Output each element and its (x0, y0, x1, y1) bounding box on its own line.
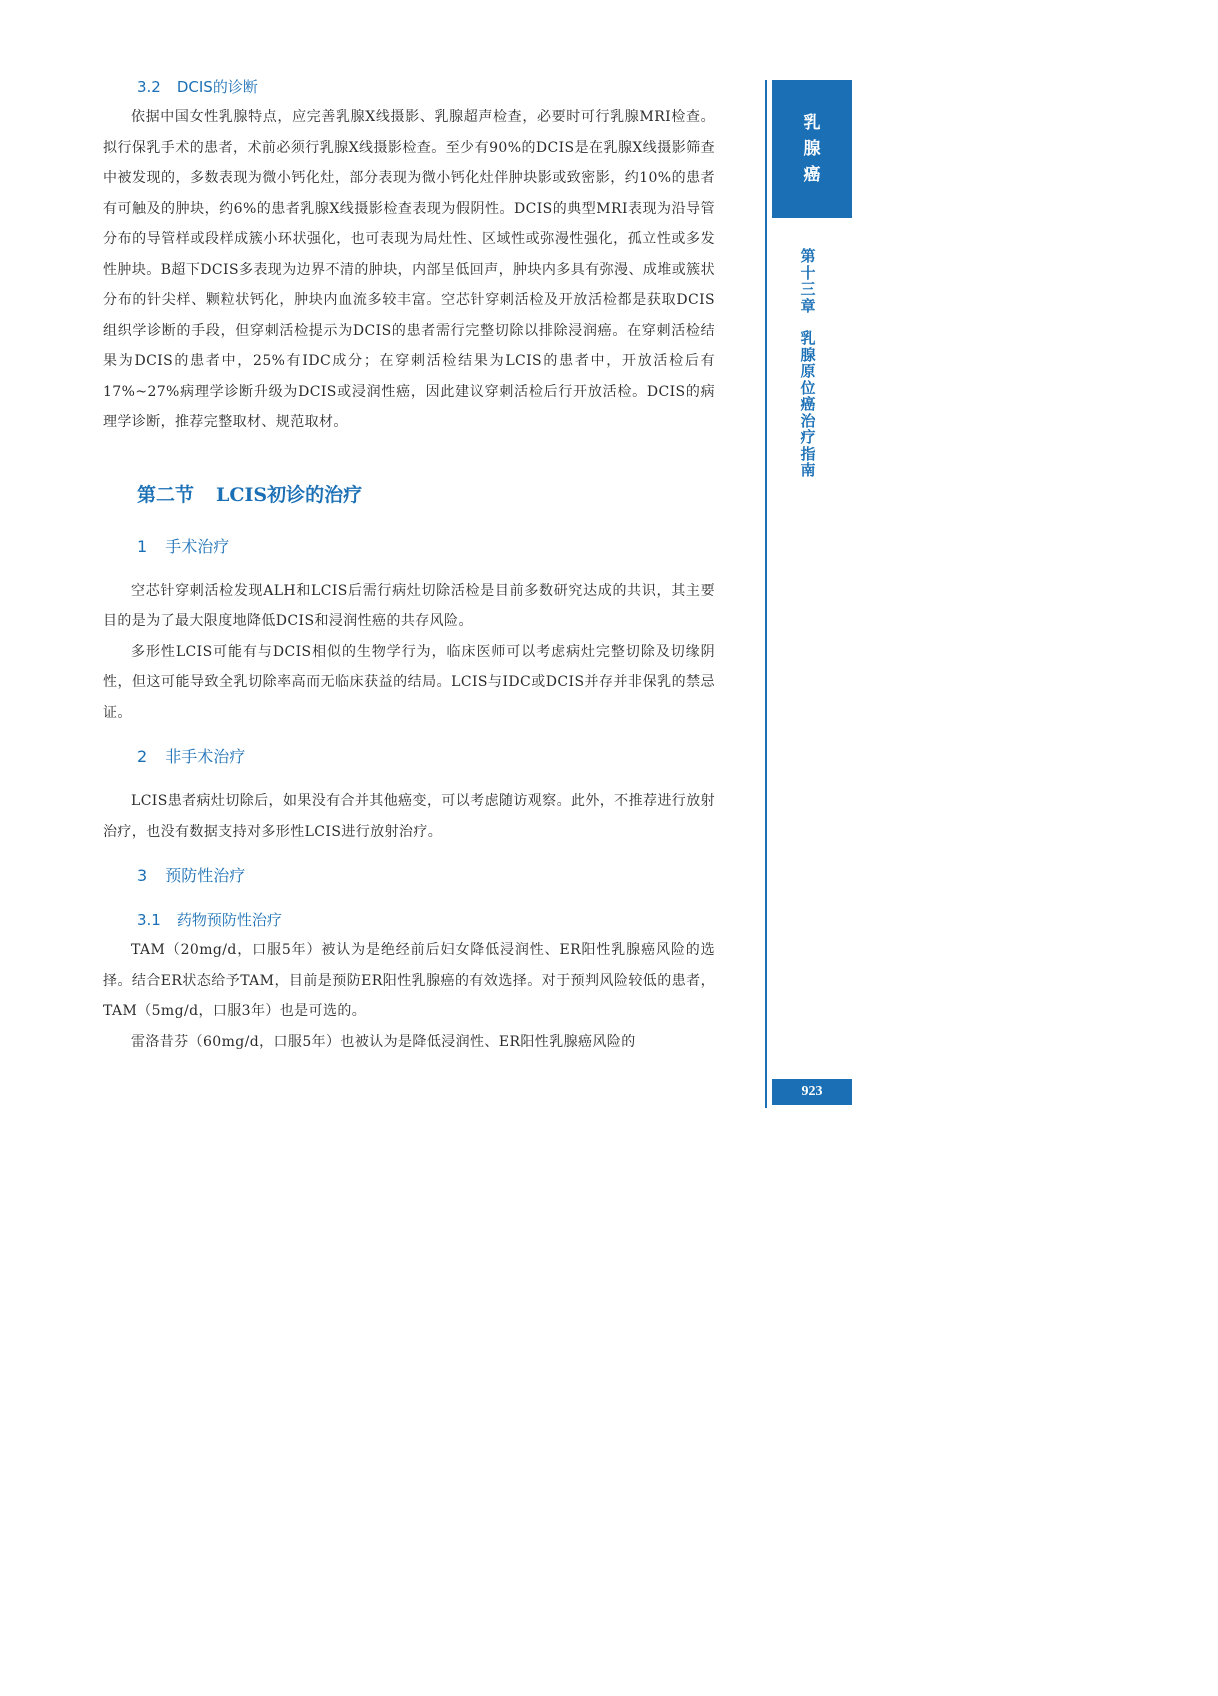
chapter-title-char: 原 (800, 362, 816, 380)
sidebar-divider (765, 80, 767, 1108)
section-title: DCIS的诊断 (176, 78, 258, 96)
section-number: 3.2 (137, 78, 161, 96)
chapter-tab (772, 80, 852, 218)
paragraph-drug-prevention-2: 雷洛昔芬（60mg/d，口服5年）也被认为是降低浸润性、ER阳性乳腺癌风险的 (131, 1033, 636, 1050)
subsection-heading-2 (103, 742, 715, 772)
chapter-title-char: 治 (800, 411, 816, 430)
chapter-title-char: 腺 (800, 345, 816, 364)
tab-char: 乳 (803, 113, 821, 133)
subsection-heading-3 (103, 861, 715, 891)
section-number: 3.1 (137, 911, 161, 929)
section-number: 1 (137, 536, 148, 556)
chapter-title-char: 癌 (800, 395, 816, 413)
chapter-title-char: 疗 (800, 428, 816, 446)
section-number: 3 (137, 866, 148, 885)
paragraph-dcis-diagnosis: 依据中国女性乳腺特点，应完善乳腺X线摄影、乳腺超声检查，必要时可行乳腺MRI检查。拟行保乳手术的患者，术前必须行乳腺X线摄影检查。至少有90%的DCIS是在乳腺X线摄影筛查中被发现的，多数表现为微小钙化灶，部分表现为微小钙化灶伴肿块影或致密影，约10%的患者有可触及的肿块，约6%的患者乳腺X线摄影检查表现为假阴性。DCIS的典型MRI表现为沿导管分布的导管样或段样成簇小环状强化，也可表现为局灶性、区域性或弥漫性强化，孤立性或多发性肿块。B超下DCIS多表现为边界不清的肿块，内部呈低回声，肿块内多具有弥漫、成堆或簇状分布的针尖样、颗粒状钙化，肿块内血流多较丰富。空芯针穿刺活检及开放活检都是获取DCIS组织学诊断的手段，但穿刺活检提示为DCIS的患者需行完整切除以排除浸润癌。在穿刺活检结果为DCIS的患者中，25%有IDC成分；在穿刺活检结果为LCIS的患者中，开放活检后有17%~27%病理学诊断升级为DCIS或浸润性癌，因此建议穿刺活检后行开放活检。DCIS的病理学诊断，推荐完整取材、规范取材。 (103, 109, 715, 430)
section-label: 第二节 (137, 483, 195, 506)
section-title: 预防性治疗 (165, 866, 246, 885)
chapter-char: 第 (800, 247, 816, 265)
tab-char: 癌 (803, 165, 821, 185)
subsection-heading-3-2 (103, 72, 715, 102)
chapter-title-char: 南 (800, 461, 816, 479)
paragraph-surgery-2: 多形性LCIS可能有与DCIS相似的生物学行为，临床医师可以考虑病灶完整切除及切缘阴性，但这可能导致全乳切除率高而无临床获益的结局。LCIS与IDC或DCIS并存并非保乳的禁忌证。 (103, 643, 715, 721)
paragraph-nonsurgical: LCIS患者病灶切除后，如果没有合并其他癌变，可以考虑随访观察。此外，不推荐进行放射治疗，也没有数据支持对多形性LCIS进行放射治疗。 (103, 793, 715, 840)
chapter-title-char: 指 (800, 444, 816, 463)
chapter-title-char: 位 (800, 378, 816, 397)
chapter-char: 十 (800, 263, 816, 282)
chapter-vertical-title (797, 248, 819, 479)
chapter-title-char: 乳 (800, 329, 816, 347)
main-content (103, 72, 715, 1057)
section-title: 药物预防性治疗 (176, 911, 282, 929)
subsection-heading-3-1 (103, 905, 715, 935)
section-title: LCIS初诊的治疗 (216, 483, 363, 506)
chapter-char: 三 (800, 280, 816, 298)
page-number: 923 (772, 1079, 852, 1105)
subsection-heading-1 (103, 532, 715, 562)
chapter-char: 章 (800, 296, 816, 315)
tab-char: 腺 (803, 139, 821, 159)
paragraph-surgery-1: 空芯针穿刺活检发现ALH和LCIS后需行病灶切除活检是目前多数研究达成的共识，其主要目的是为了最大限度地降低DCIS和浸润性癌的共存风险。 (103, 582, 715, 629)
section-number: 2 (137, 747, 148, 766)
section-heading-second (103, 480, 715, 510)
paragraph-drug-prevention-1: TAM（20mg/d，口服5年）被认为是绝经前后妇女降低浸润性、ER阳性乳腺癌风险的选择。结合ER状态给予TAM，目前是预防ER阳性乳腺癌的有效选择。对于预判风险较低的患者，TAM（5mg/d，口服3年）也是可选的。 (103, 942, 715, 1019)
section-title: 手术治疗 (165, 536, 230, 556)
section-title: 非手术治疗 (165, 747, 246, 766)
